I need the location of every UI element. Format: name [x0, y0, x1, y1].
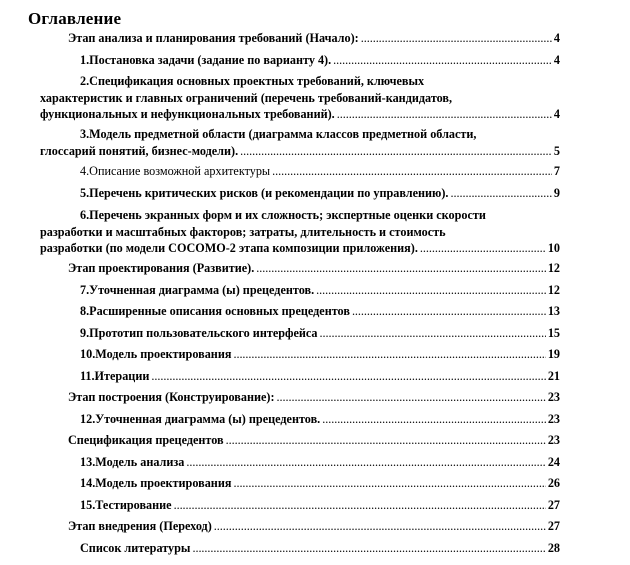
toc-entry-extended-descriptions[interactable]: [40, 303, 560, 320]
dot-leader: [256, 260, 546, 277]
toc-entry-text: Этап проектирования (Развитие).: [68, 261, 255, 275]
toc-page-number: 15: [547, 326, 560, 340]
toc-page-number: 24: [547, 455, 560, 469]
toc-entry-domain-model[interactable]: [40, 126, 560, 159]
dot-leader: [272, 163, 552, 180]
toc-entry-requirements-spec[interactable]: [40, 73, 560, 123]
dot-leader: [352, 303, 546, 320]
toc-entry-text: Список литературы: [80, 541, 191, 555]
dot-leader: [240, 143, 552, 160]
toc-page-number: 19: [547, 347, 560, 361]
toc-entry-text-line-1: 3.Модель предметной области (диаграмма классов предметной области,: [80, 127, 477, 141]
toc-entry-ui-prototype[interactable]: [40, 325, 560, 342]
toc-entry-text-line-1: 2.Спецификация основных проектных требований, ключевых: [80, 74, 425, 88]
dot-leader: [277, 389, 546, 406]
toc-page-number: 5: [553, 143, 560, 158]
dot-leader: [361, 30, 552, 47]
toc-entry-text-line-3: функциональных и нефункциональных требований).: [40, 107, 335, 121]
toc-entry-text-line-2: характеристик и главных ограничений (перечень требований-кандидатов,: [40, 90, 453, 105]
toc-entry-testing[interactable]: [40, 497, 560, 514]
dot-leader: [226, 432, 546, 449]
toc-entry-problem-statement[interactable]: [40, 52, 560, 69]
toc-entry-construction-stage[interactable]: [40, 389, 560, 406]
toc-entry-analysis-model[interactable]: [40, 454, 560, 471]
dot-leader: [214, 518, 546, 535]
toc-page-number: 13: [547, 304, 560, 318]
toc-entry-text: 14.Модель проектирования: [80, 476, 232, 490]
toc-page-number: 26: [547, 476, 560, 490]
toc-entry-text: 1.Постановка задачи (задание по варианту 4).: [80, 53, 332, 67]
dot-leader: [333, 52, 552, 69]
toc-page-number: 23: [547, 390, 560, 404]
toc-entry-screen-forms[interactable]: [40, 207, 560, 257]
toc-entry-text: Спецификация прецедентов: [68, 433, 224, 447]
toc-entry-text: 12.Уточненная диаграмма (ы) прецедентов.: [80, 412, 321, 426]
toc-entry-text-line-1: 6.Перечень экранных форм и их сложность; экспертные оценки скорости: [80, 208, 486, 222]
toc-entry-use-case-diagram[interactable]: [40, 282, 560, 299]
toc-entry-deployment-stage[interactable]: [40, 518, 560, 535]
toc-title: Оглавление: [28, 9, 122, 28]
toc-entry-text: 9.Прототип пользовательского интерфейса: [80, 326, 318, 340]
toc-entry-text: 13.Модель анализа: [80, 455, 185, 469]
dot-leader: [174, 497, 546, 514]
dot-leader: [233, 346, 545, 363]
toc-entry-text: Этап построения (Конструирование):: [68, 390, 275, 404]
dot-leader: [420, 240, 546, 257]
toc-page-number: 12: [547, 283, 560, 297]
toc-entry-text-line-2: глоссарий понятий, бизнес-модели).: [40, 143, 239, 158]
toc-entry-design-model-2[interactable]: [40, 475, 560, 492]
dot-leader: [320, 325, 546, 342]
toc-entry-architecture[interactable]: [40, 163, 560, 180]
toc-entry-text: 15.Тестирование: [80, 498, 172, 512]
toc-entry-text: Этап внедрения (Переход): [68, 519, 212, 533]
toc-entry-text-line-2: разработки и масштабных факторов; затраты, длительность и стоимость: [40, 224, 446, 239]
dot-leader: [186, 454, 545, 471]
toc-page-number: 27: [547, 519, 560, 533]
toc-page-number: 4: [553, 31, 560, 45]
toc-entry-text: 10.Модель проектирования: [80, 347, 232, 361]
toc-page-number: 23: [547, 412, 560, 426]
toc-page-number: 12: [547, 261, 560, 275]
toc-page-number: 10: [547, 241, 560, 255]
dot-leader: [450, 185, 551, 202]
toc-entry-text: Этап анализа и планирования требований (Начало):: [68, 31, 359, 45]
toc-entry-design-model[interactable]: [40, 346, 560, 363]
dot-leader: [316, 282, 546, 299]
dot-leader: [233, 475, 545, 492]
toc-page-number: 7: [553, 164, 560, 178]
toc-page-number: 21: [547, 369, 560, 383]
toc-page-number: 27: [547, 498, 560, 512]
toc-entry-text: 5.Перечень критических рисков (и рекомендации по управлению).: [80, 186, 449, 200]
toc-entry-text: 11.Итерации: [80, 369, 150, 383]
toc-entry-text: 7.Уточненная диаграмма (ы) прецедентов.: [80, 283, 315, 297]
toc-page-number: 23: [547, 433, 560, 447]
toc-page-number: 28: [547, 541, 560, 555]
dot-leader: [322, 411, 546, 428]
dot-leader: [192, 540, 545, 557]
toc-entry-text: 4.Описание возможной архитектуры: [80, 164, 271, 178]
toc-entry-use-case-spec[interactable]: [40, 432, 560, 449]
toc-entry-risks[interactable]: [40, 185, 560, 202]
toc-entry-references[interactable]: [40, 540, 560, 557]
dot-leader: [337, 106, 552, 123]
toc-entry-analysis-stage[interactable]: [40, 30, 560, 47]
dot-leader: [151, 368, 545, 385]
toc-entry-text: 8.Расширенные описания основных прецедентов: [80, 304, 350, 318]
toc-entry-iterations[interactable]: [40, 368, 560, 385]
toc-page-number: 4: [553, 107, 560, 121]
toc-page-number: 9: [553, 186, 560, 200]
toc-entry-design-stage[interactable]: [40, 260, 560, 277]
toc-entry-use-case-diagram-2[interactable]: [40, 411, 560, 428]
toc-entry-text-line-3: разработки (по модели COCOMO-2 этапа композиции приложения).: [40, 241, 418, 255]
toc-page-number: 4: [553, 53, 560, 67]
